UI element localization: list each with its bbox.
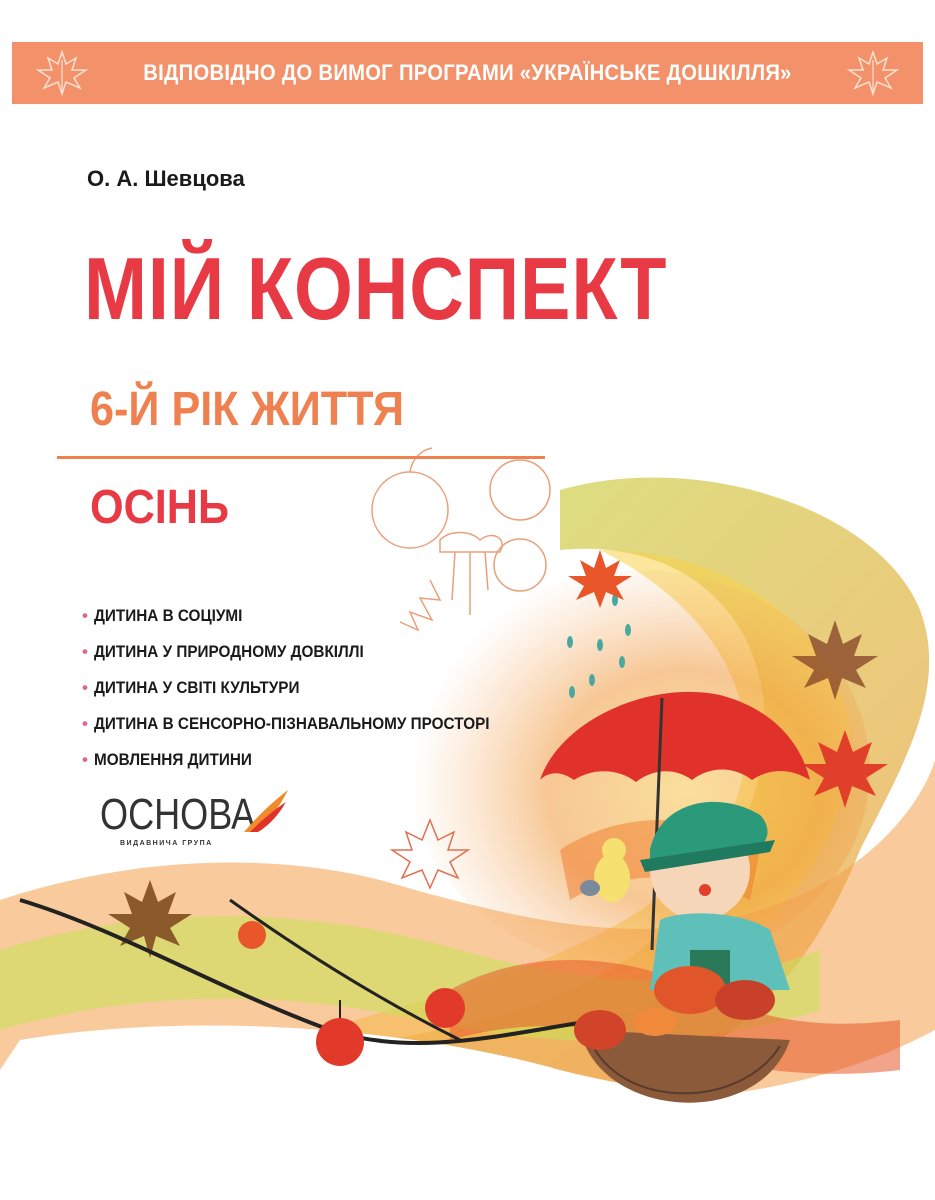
book-title: МІЙ КОНСПЕКТ [84,239,668,338]
bullet-icon: • [82,642,88,661]
season-title: ОСІНЬ [90,481,230,534]
maple-leaf-icon [843,48,903,98]
bullet-icon: • [82,678,88,697]
topics-list [82,598,533,778]
list-item: • ДИТИНА В СОЦІУМІ [82,606,243,625]
program-banner [12,42,923,104]
banner-text: ВІДПОВІДНО ДО ВИМОГ ПРОГРАМИ «УКРАЇНСЬКЕ ДОШКІЛЛЯ» [143,60,792,85]
list-item: • ДИТИНА У СВІТІ КУЛЬТУРИ [82,678,300,697]
author-name: О. А. Шевцова [87,166,245,191]
list-item: • ДИТИНА В СЕНСОРНО-ПІЗНАВАЛЬНОМУ ПРОСТОРІ [82,714,490,733]
book-subtitle: 6-Й РІК ЖИТТЯ [90,383,405,436]
publisher-name: ОСНОВА [100,790,256,839]
title-divider [57,456,545,459]
flame-icon [240,786,290,836]
publisher-logo [100,790,290,850]
maple-leaf-icon [32,48,92,98]
bullet-icon: • [82,750,88,769]
bullet-icon: • [82,714,88,733]
list-item: • МОВЛЕННЯ ДИТИНИ [82,750,252,769]
bullet-icon: • [82,606,88,625]
list-item: • ДИТИНА У ПРИРОДНОМУ ДОВКІЛЛІ [82,642,364,661]
publisher-tagline: ВИДАВНИЧА ГРУПА [120,840,213,847]
